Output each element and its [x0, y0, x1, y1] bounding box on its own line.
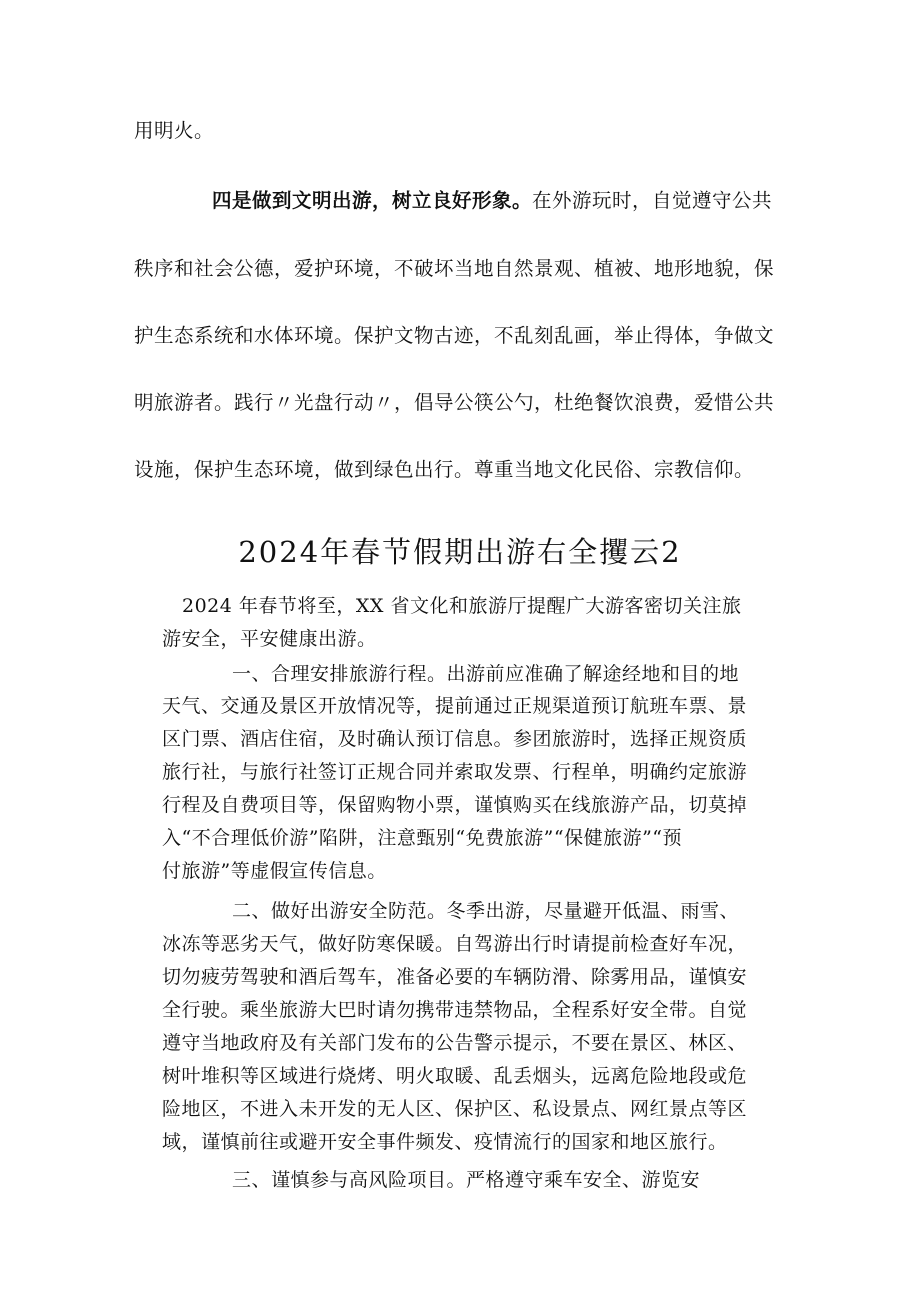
paragraph-line: 二、做好出游安全防范。冬季出游，尽量避开低温、雨雪、: [232, 900, 740, 922]
paragraph-line: 树叶堆积等区域进行烧烤、明火取暖、乱丢烟头，远离危险地段或危: [162, 1065, 748, 1087]
paragraph-line: 旅行社，与旅行社签订正规合同并索取发票、行程单，明确约定旅游: [162, 761, 748, 783]
paragraph-line: 区门票、酒店住宿，及时确认预订信息。参团旅游时，选择正规资质: [162, 728, 748, 750]
paragraph-line: 行程及自费项目等，保留购物小票，谨慎购买在线旅游产品，切莫掉: [162, 794, 748, 816]
paragraph-text: 在外游玩时，自觉遵守公共: [532, 189, 773, 212]
paragraph-line: 三、谨慎参与高风险项目。严格遵守乘车安全、游览安: [232, 1169, 701, 1191]
paragraph-line: 一、合理安排旅游行程。出游前应准确了解途经地和目的地: [232, 663, 740, 685]
paragraph-line: 明旅游者。践行〃光盘行动〃，倡导公筷公勺，杜绝餐饮浪费，爱惜公共: [134, 391, 775, 414]
paragraph-line: [212, 188, 802, 214]
paragraph-line: 全行驶。乘坐旅游大巴时请勿携带违禁物品，全程系好安全带。自觉: [162, 999, 748, 1021]
paragraph-line: 付旅游”等虚假宣传信息。: [162, 860, 387, 882]
paragraph-line: 护生态系统和水体环境。保护文物古迹，不乱刻乱画，举止得体，争做文: [134, 324, 775, 347]
paragraph-line: 切勿疲劳驾驶和酒后驾车，准备必要的车辆防滑、除雾用品，谨慎安: [162, 966, 748, 988]
paragraph-line: 天气、交通及景区开放情况等，提前通过正规渠道预订航班车票、景: [162, 695, 748, 717]
paragraph-line: 入“不合理低价游”陷阱，注意甄别“免费旅游”“保健旅游”“预: [162, 827, 682, 849]
paragraph-heading: 四是做到文明出游，树立良好形象。: [212, 189, 533, 212]
paragraph-line: 冰冻等恶劣天气，做好防寒保暖。自驾游出行时请提前检查好车况，: [162, 933, 748, 955]
paragraph-line: 域，谨慎前往或避开安全事件频发、疫情流行的国家和地区旅行。: [162, 1131, 728, 1153]
paragraph-line: 2024 年春节将至，XX 省文化和旅游厅提醒广大游客密切关注旅: [182, 595, 742, 617]
paragraph-line: 游安全，平安健康出游。: [162, 628, 377, 650]
paragraph-line: 险地区，不进入未开发的无人区、保护区、私设景点、网红景点等区: [162, 1098, 748, 1120]
paragraph-line: 秩序和社会公德，爱护环境，不破坏当地自然景观、植被、地形地貌，保: [134, 257, 775, 280]
paragraph-line: 设施，保护生态环境，做到绿色出行。尊重当地文化民俗、宗教信仰。: [134, 458, 755, 481]
paragraph-line: 用明火。: [134, 119, 215, 142]
paragraph-line: 遵守当地政府及有关部门发布的公告警示提示，不要在景区、林区、: [162, 1032, 748, 1054]
article-title: 2024年春节假期出游右全攫云2: [238, 535, 682, 569]
